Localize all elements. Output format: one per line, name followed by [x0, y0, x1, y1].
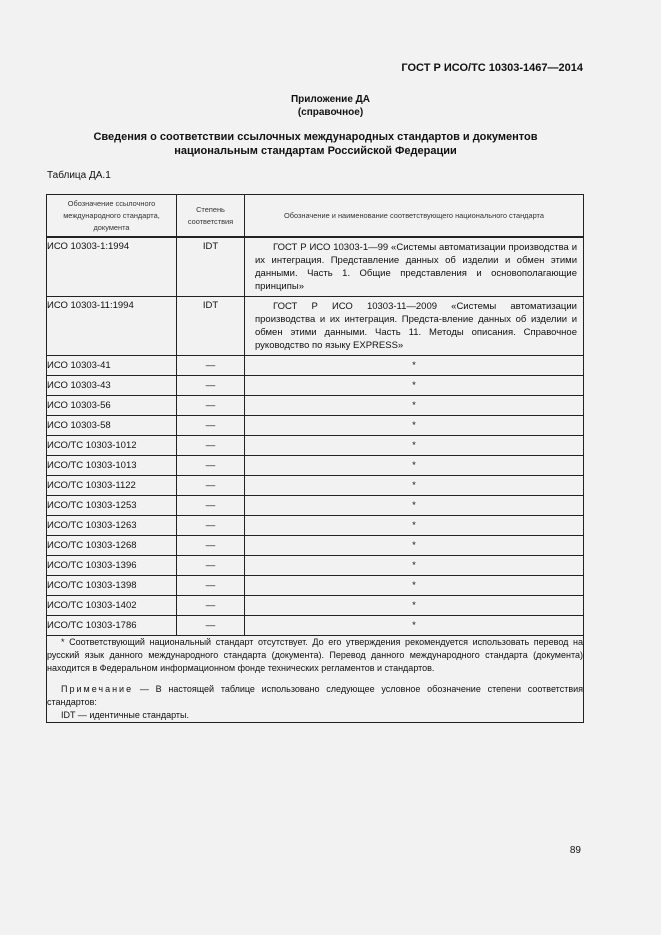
table-row: [47, 297, 584, 356]
international-code: ИСО/ТС 10303-1398: [47, 576, 177, 596]
degree-value: —: [177, 576, 245, 596]
table-row: [47, 516, 584, 536]
degree-value: —: [177, 496, 245, 516]
national-standard: *: [245, 476, 584, 496]
international-code: ИСО 10303-41: [47, 356, 177, 376]
international-code: ИСО/ТС 10303-1122: [47, 476, 177, 496]
section-title: [60, 130, 571, 158]
table-row: [47, 416, 584, 436]
national-standard: *: [245, 516, 584, 536]
national-standard: *: [245, 396, 584, 416]
section-title-line-2: национальным стандартам Российской Федерации: [174, 145, 457, 157]
degree-value: —: [177, 516, 245, 536]
note-paragraph: [47, 683, 583, 709]
table-label: Таблица ДА.1: [47, 170, 111, 181]
table-row: [47, 237, 584, 297]
degree-value: —: [177, 536, 245, 556]
table-header-row: [47, 195, 584, 238]
international-code: ИСО/ТС 10303-1012: [47, 436, 177, 456]
degree-value: —: [177, 356, 245, 376]
national-standard: *: [245, 556, 584, 576]
standard-code: ГОСТ Р ИСО/ТС 10303-1467—2014: [401, 62, 583, 74]
degree-value: —: [177, 456, 245, 476]
national-standard: *: [245, 356, 584, 376]
national-standard: *: [245, 616, 584, 636]
footnote-text: * Соответствующий национальный стандарт отсутствует. До его утверждения рекомендуется использовать перевод на русский язык данного международного стандарта (документа). Перевод данного международного стандарта (документа) находится в Федеральном информационном фонде технических регламентов и стандартов.: [47, 637, 583, 673]
table-row: [47, 536, 584, 556]
international-code: ИСО/ТС 10303-1268: [47, 536, 177, 556]
table-row: [47, 596, 584, 616]
international-code: ИСО/ТС 10303-1253: [47, 496, 177, 516]
international-code: ИСО/ТС 10303-1263: [47, 516, 177, 536]
section-title-line-1: Сведения о соответствии ссылочных международных стандартов и документов: [93, 131, 538, 143]
international-code: ИСО 10303-11:1994: [47, 297, 177, 356]
note-text: — В настоящей таблице использовано следующее условное обозначение степени соответствия стандартов:: [47, 684, 583, 707]
national-standard: *: [245, 536, 584, 556]
degree-value: —: [177, 616, 245, 636]
table-footnote-row: [47, 636, 584, 723]
degree-value: —: [177, 376, 245, 396]
national-standard: *: [245, 376, 584, 396]
international-code: ИСО 10303-58: [47, 416, 177, 436]
appendix-title: Приложение ДА: [290, 94, 371, 105]
international-code: ИСО 10303-56: [47, 396, 177, 416]
national-standard: *: [245, 496, 584, 516]
table-row: [47, 436, 584, 456]
table-row: [47, 456, 584, 476]
degree-value: —: [177, 596, 245, 616]
appendix-type: (справочное): [297, 107, 364, 118]
table-row: [47, 356, 584, 376]
degree-value: —: [177, 416, 245, 436]
table-row: [47, 556, 584, 576]
national-standard: *: [245, 436, 584, 456]
international-code: ИСО 10303-43: [47, 376, 177, 396]
header-national-standard: Обозначение и наименование соответствующего национального стандарта: [245, 195, 584, 238]
national-standard: *: [245, 416, 584, 436]
appendix-heading: [0, 93, 661, 119]
table-row: [47, 396, 584, 416]
national-standard: *: [245, 596, 584, 616]
note-idt-definition: IDT — идентичные стандарты.: [61, 710, 190, 720]
table-row: [47, 616, 584, 636]
international-code: ИСО/ТС 10303-1402: [47, 596, 177, 616]
degree-value: —: [177, 436, 245, 456]
header-degree: Степень соответствия: [177, 195, 245, 238]
header-international-standard: Обозначение ссылочного международного стандарта, документа: [47, 195, 177, 238]
table-row: [47, 576, 584, 596]
international-code: ИСО 10303-1:1994: [47, 237, 177, 297]
international-code: ИСО/ТС 10303-1396: [47, 556, 177, 576]
note-label: Примечание: [61, 684, 134, 694]
table-footnote: [47, 636, 584, 723]
degree-value: IDT: [177, 237, 245, 297]
international-code: ИСО/ТС 10303-1786: [47, 616, 177, 636]
international-code: ИСО/ТС 10303-1013: [47, 456, 177, 476]
table-row: [47, 376, 584, 396]
degree-value: —: [177, 556, 245, 576]
national-standard: *: [245, 456, 584, 476]
national-standard: ГОСТ Р ИСО 10303-1—99 «Системы автоматизации производства и их интеграция. Представление данных об изделии и обмен этими данными. Часть 1. Общие представления и основополагающие принципы»: [245, 237, 584, 297]
degree-value: IDT: [177, 297, 245, 356]
table-row: [47, 496, 584, 516]
degree-value: —: [177, 396, 245, 416]
table-row: [47, 476, 584, 496]
national-standard: *: [245, 576, 584, 596]
national-standard: ГОСТ Р ИСО 10303-11—2009 «Системы автоматизации производства и их интеграция. Предста-вление данных об изделии и обмен этими данными. Часть 11. Методы описания. Справочное руководство по языку EXPRESS»: [245, 297, 584, 356]
page-number: 89: [569, 845, 581, 856]
correspondence-table: [46, 194, 584, 723]
degree-value: —: [177, 476, 245, 496]
